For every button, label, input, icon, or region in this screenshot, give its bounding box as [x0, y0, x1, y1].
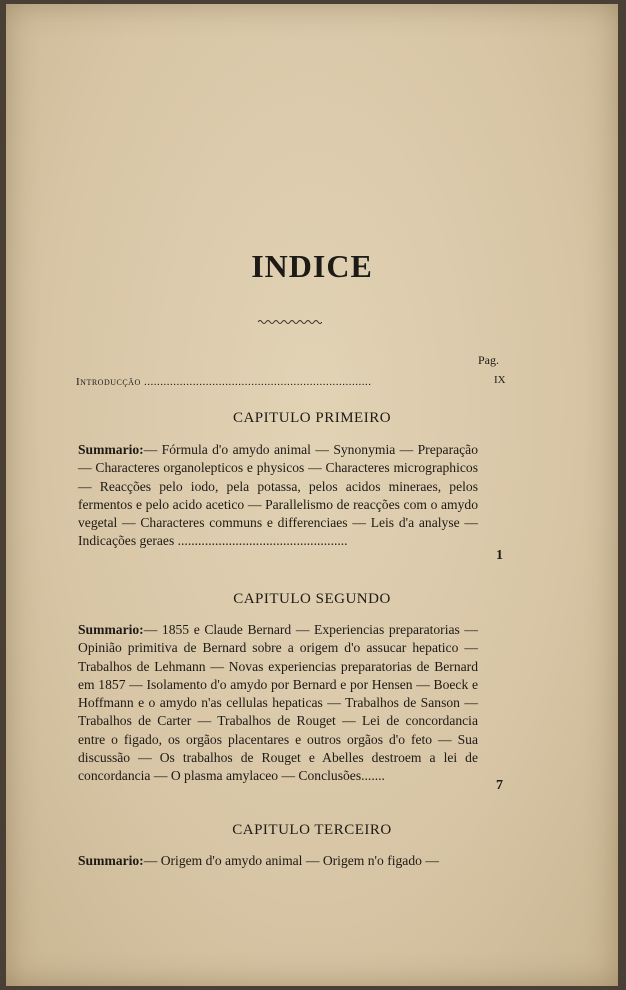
introduction-page-number: IX — [494, 374, 506, 386]
summary-text: — Origem d'o amydo animal — Origem n'o figado — — [143, 853, 439, 868]
summary-text: — Fórmula d'o amydo animal — Synonymia — Preparação — Characteres organolepticos e physicos — Characteres micrographicos — Reacções pelo iodo, pela potassa, pelos acidos mineraes, pelos fermentos e pelo acido acetico — Parallelismo de reacções com o amydo vegetal — Characteres communs e differenciaes — Leis d'a analyse — Indicações geraes — [78, 442, 478, 549]
book-page — [6, 4, 618, 986]
chapter-heading-1: CAPITULO PRIMEIRO — [232, 410, 392, 426]
page-title: INDICE — [251, 248, 373, 284]
chapter-heading-3: CAPITULO TERCEIRO — [232, 822, 392, 838]
decorative-rule — [258, 319, 322, 325]
dot-leaders: ....... — [361, 768, 385, 784]
summary-text: — 1855 e Claude Bernard — Experiencias preparatorias — Opinião primitiva de Bernard sobre a origem d'o assucar hepatico — Trabalhos de Lehmann — Novas experiencias preparatorias de Bernard em 1857 — Isolamento d'o amydo por Bernard e por Hensen — Boeck e Hoffmann e o amydo n'as cellulas hepaticas — Trabalhos de Sanson — Trabalhos de Carter — Trabalhos de Rouget — Lei de concordancia entre o figado, os orgãos placentares e outros orgãos d'o feto — Sua discussão — Os trabalhos de Rouget e Abelles destroem a lei de concordancia — O plasma amylaceo — Conclusões — [78, 622, 478, 784]
chapter-summary-1 — [78, 441, 478, 551]
summary-label: Summario: — [78, 853, 144, 868]
summary-label: Summario: — [78, 622, 144, 637]
introduction-entry — [76, 376, 476, 388]
dot-leaders: .................................................. — [174, 533, 348, 549]
chapter-summary-2 — [78, 621, 478, 786]
chapter-summary-3 — [78, 852, 478, 870]
summary-label: Summario: — [78, 442, 144, 457]
introduction-label: Introducção — [76, 376, 141, 388]
chapter-heading-2: CAPITULO SEGUNDO — [233, 591, 391, 607]
dot-leaders: ...................................................................... — [143, 376, 372, 388]
chapter-page-number-1: 1 — [496, 548, 503, 563]
chapter-page-number-2: 7 — [496, 778, 503, 793]
page-column-header: Pag. — [478, 353, 499, 367]
